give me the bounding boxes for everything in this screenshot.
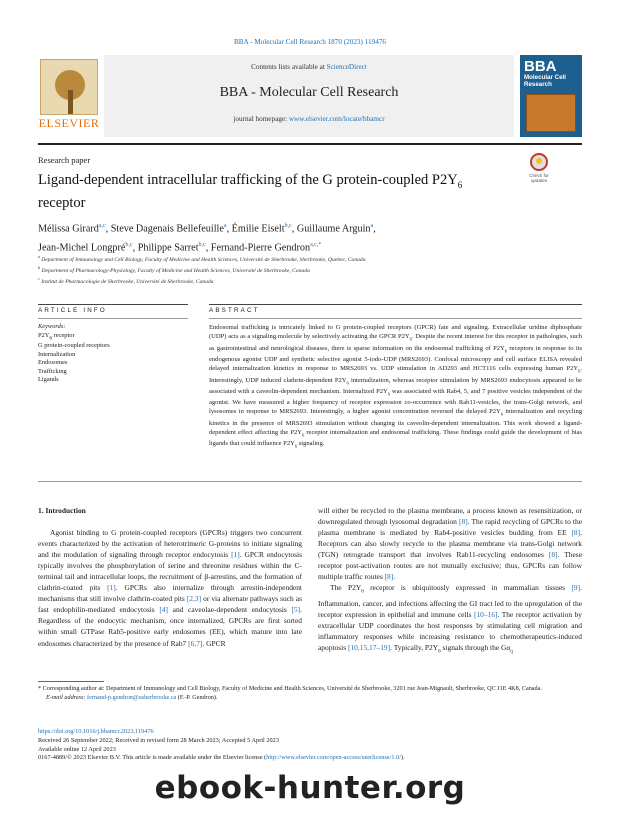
body-right-column (318, 505, 582, 658)
body-paragraph (318, 505, 582, 582)
text-run: was associated with Rab4, 5, and 7 positive vesicles independent of the agonist. We have measured a higher frequency of receptor expression co-occurrence with Rab11-vesicles, the trans-Golgi network, and lysosomes in response to MRS2693. Interestingly, a higher agonist concentration reversed the delayed P2Y (209, 387, 582, 416)
elsevier-logo[interactable] (38, 59, 100, 129)
abstract-text (209, 323, 582, 451)
author-affiliation-link[interactable]: a (370, 223, 374, 229)
watermark: ebook-hunter.org (154, 770, 466, 806)
doi-link[interactable]: https://doi.org/10.1016/j.bbamcr.2023.119476 (38, 728, 154, 735)
affiliation (38, 264, 582, 275)
license-line (38, 754, 582, 763)
footnote-email-line (38, 693, 582, 702)
homepage-link[interactable]: www.elsevier.com/locate/bbamcr (288, 115, 385, 123)
keyword-item (38, 359, 188, 368)
cover-subtitle: Molecular Cell Research (524, 74, 566, 88)
masthead-rule (38, 143, 582, 145)
elsevier-tree-icon (40, 59, 98, 115)
keyword-item (38, 368, 188, 377)
text-run: will either be recycled to the plasma membrane, a process known as resensitization, or downregulated through lysosomal degradation (318, 506, 582, 527)
keyword-item (38, 342, 188, 351)
keyword-list (38, 332, 188, 385)
author-name: Jean-Michel Longpré (38, 242, 126, 254)
article-info-heading: ARTICLE INFO (38, 307, 107, 314)
sciencedirect-link[interactable]: ScienceDirect (326, 63, 367, 71)
journal-reference[interactable]: BBA - Molecular Cell Research 1870 (2023) 119476 (233, 38, 387, 46)
subscript: 6 (500, 411, 503, 417)
author-name: Mélissa Girard (38, 223, 99, 235)
keyword-item (38, 351, 188, 360)
text-run: . These receptor post-activation routes are not mutually exclusive; thus, GPCRs can follow multiple traffic routes (318, 550, 583, 582)
elsevier-wordmark: ELSEVIER (38, 116, 100, 130)
subscript: 6 (387, 391, 390, 397)
check-for-updates-button[interactable] (522, 153, 556, 187)
cover-image (526, 94, 576, 132)
footnote-corresponding: * Corresponding author at: Department of Immunology and Cell Biology, Faculty of Medicine and Health Sciences, Université de Sherbrooke, 3201 rue Jean-Mignault, Sherbrooke, QC J1E 4K8, Canada. (38, 685, 542, 692)
text-run: . Inflammation, cancer, and infections affecting the GI tract led to the upregulation of the receptor expression in epithelial and immune cells (318, 583, 582, 619)
author-affiliation-link[interactable]: b,c (284, 223, 292, 229)
affiliation-marker: c (38, 276, 40, 282)
homepage-line (104, 115, 514, 123)
subscript: 6 (346, 379, 349, 385)
affiliation-marker: b (38, 265, 41, 271)
text-run: . GPCRs also internalize through arrestin-independent mechanisms that still involve clathrin-coated pits (38, 583, 302, 604)
journal-title: BBA - Molecular Cell Research (219, 85, 399, 100)
author-affiliation-link[interactable]: a (223, 223, 227, 229)
affiliation-text: Department of Immunology and Cell Biology, Faculty of Medicine and Health Sciences, Université de Sherbrooke, Sherbrooke, Quebec, Canada (41, 256, 366, 263)
keyword-text: P2Y (38, 331, 50, 339)
text-run: receptor is ubiquitously expressed in mammalian tissues (363, 583, 572, 593)
article-type: Research paper (38, 155, 91, 165)
received-dates: Received 26 September 2022; Received in revised form 28 March 2023; Accepted 5 April 2023 (38, 736, 279, 744)
text-run: internalization and recycling kinetics in the presence of MRS2693 stimulation without changing its caveolin-dependent internalization. This work showed a ligand-dependent effect affecting the P2Y (209, 408, 583, 437)
masthead-center (104, 55, 514, 137)
keyword-text: Ligands (38, 376, 59, 384)
keyword-text: Trafficking (38, 367, 67, 375)
abstract-rule (209, 304, 582, 305)
text-run: receptors in response to its endogenous agonist UDP and synthetic selective agonist 5-iodo-UDP (MRS2693). Confocal microscopy and cell surface ELISA revealed delayed internalization kinetics in response to MRS2693 vs. UDP stimulation in AD293 and HCT116 cells expressing human P2Y (209, 344, 583, 373)
subscript: 6 (361, 589, 364, 595)
article-title (38, 171, 498, 212)
affiliation-text: Department of Pharmacology-Physiology, Faculty of Medicine and Health Sciences, Université de Sherbrooke, Canada (41, 268, 310, 275)
keyword-text: Internalization (38, 350, 76, 358)
citation-link[interactable]: [10–16] (473, 609, 498, 619)
citation-link[interactable]: [9] (571, 583, 581, 593)
affiliation-text: Institut de Pharmacologie de Sherbrooke, Université de Sherbrooke, Canada (41, 279, 214, 286)
text-run: internalization, whereas receptor stimulation by MRS2693 endocytosis appeared to be associated with a caveolin-dependent mechanism. Internalized P2Y (209, 376, 582, 395)
affiliation (38, 275, 582, 286)
journal-cover[interactable] (520, 55, 582, 137)
author-line-2: Jean-Michel Longpré$^{b,c}$, Philippe Sarret$^{b,c}$, Fernand-Pierre Gendron$^{a,c,*}$ (38, 242, 322, 254)
citation-link[interactable]: [8] (384, 572, 394, 582)
author-name: Guillaume Arguin (296, 223, 371, 235)
affiliation-marker: a (38, 254, 40, 259)
title-text: Ligand-dependent intracellular trafficking of the G protein-coupled P2Y (38, 172, 458, 188)
keyword-suffix: receptor (52, 331, 75, 339)
text-run: The P2Y (330, 583, 362, 593)
author-name: Steve Dagenais Bellefeuille (110, 223, 224, 235)
available-online: Available online 12 April 2023 (38, 745, 116, 753)
article-metadata (38, 728, 582, 763)
subscript: 6 (409, 336, 412, 342)
corresponding-email-link[interactable]: fernand-p.gendron@usherbrooke.ca (87, 694, 177, 701)
text-run: Agonist binding to G protein-coupled receptors (GPCRs) triggers two concurrent events characterized by the activation of heterotrimeric G-proteins to initiate signaling and the modulation of signaling through receptor endocytosis (38, 528, 302, 560)
check-updates-label: Check for updates (529, 173, 549, 184)
citation-link[interactable]: [1] (107, 583, 116, 593)
journal-masthead (38, 55, 582, 137)
author-affiliation-link[interactable]: a,c (98, 223, 106, 229)
citation-link[interactable]: [8] (571, 528, 581, 538)
title-subscript: 6 (457, 179, 463, 190)
keywords-block (38, 323, 188, 385)
body-paragraph (38, 527, 302, 649)
text-run: or via alternate pathways such as fast endophilin-mediated endocytosis (38, 594, 302, 615)
text-run: . Despite the recent interest for this receptor in pathologies, such as gastrointestinal and neurological diseases, there is sparse information on the endosomal trafficking of P2Y (209, 333, 582, 352)
corresponding-footnote (38, 684, 582, 702)
text-run: . The rapid recycling of GPCRs to the plasma membrane is mediated by Rab4-positive vesicles budding from EE (318, 517, 582, 538)
subscript: 6 (504, 347, 508, 353)
license-link[interactable]: http://www.elsevier.com/open-access/userlicense/1.0/ (266, 754, 401, 762)
check-updates-icon (530, 153, 548, 171)
affiliation-list (38, 253, 582, 286)
body-paragraph (318, 582, 582, 657)
citation-link[interactable]: [2,3] (186, 594, 202, 604)
subscript: 6 (438, 649, 441, 655)
author-name: Émilie Eiselt (231, 223, 285, 235)
license-suffix: ). (400, 754, 405, 762)
body-left-column (38, 505, 302, 649)
subscript: 6 (294, 443, 298, 449)
citation-link[interactable]: [8] (548, 550, 558, 560)
author-affiliation-link[interactable]: b,c (198, 242, 206, 249)
citation-link[interactable]: [10,15,17–19] (347, 643, 391, 653)
keywords-rule (38, 318, 188, 319)
text-run: and caveolae-dependent endocytosis (168, 605, 292, 615)
abstract-bottom-rule (38, 481, 582, 482)
text-run: . (393, 572, 396, 582)
citation-link[interactable]: [1] (231, 550, 240, 560)
section-heading-introduction: 1. Introduction (38, 506, 86, 515)
text-run: . GPCR endocytosis typically involves the phosphorylation of serine and threonine residues within the C-terminal tail and intracellular loops, the recruitment of β-arrestins, and the formation of clathrin-coated pits (38, 550, 302, 593)
author-name: Philippe Sarret (137, 242, 199, 254)
cover-title: BBA (524, 58, 557, 75)
footnote-rule (38, 681, 104, 682)
text-run: receptor internalization and endosomal trafficking. These findings could guide the development of bias ligands that could influence P2Y (209, 429, 582, 448)
homepage-prefix: journal homepage: (233, 115, 289, 123)
subscript: 6 (301, 432, 305, 438)
title-suffix: receptor (38, 194, 86, 211)
affiliation (38, 253, 582, 264)
author-name: Fernand-Pierre Gendron (210, 242, 311, 254)
abstract-top-rule (209, 318, 582, 319)
citation-link[interactable]: [4] (159, 605, 169, 615)
author-affiliation-link[interactable]: b,c (125, 242, 133, 249)
keyword-subscript: 6 (49, 334, 53, 341)
subscript: 6 (578, 368, 581, 374)
license-prefix: 0167-4889/© 2023 Elsevier B.V. This article is made available under the Elsevier license ( (38, 754, 267, 762)
abstract-heading: ABSTRACT (209, 307, 260, 314)
keywords-label: Keywords: (38, 323, 66, 330)
author-affiliation-link[interactable]: a,c,* (310, 242, 322, 249)
keyword-text: G protein-coupled receptors (38, 342, 110, 350)
author-line-1: Mélissa Girard$^{a,c}$, Steve Dagenais Bellefeuille$^a$, Émilie Eiselt$^{b,c}$, Guillaume Arguin$^a$, (38, 223, 376, 235)
text-run: . The receptor activation by extracellular UDP coordinates the host responses by stimulating cell migration and inflammatory responses while increasing resistance to chemotherapeutics-induced apoptosis (318, 609, 582, 653)
text-run: signals through the Gα (440, 643, 511, 653)
text-run: Endosomal trafficking is intricately linked to G protein-coupled receptors (GPCR) fate and signaling. Extracellular uridine diphosphate (UDP) acts as a signaling molecule by selectively activating the GPCR P2Y (209, 324, 582, 341)
text-run: . Regardless of the endocytic mechanism, once internalized, GPCRs are first sorted within small GTPase Rab5-positive early endosomes (EE), which mature into late endosomes characterized by the presence of Rab7 (38, 605, 303, 648)
contents-prefix: Contents lists available at (251, 63, 327, 71)
text-run: . Typically, P2Y (390, 643, 439, 653)
keyword-text: Endosomes (38, 359, 68, 367)
keyword-item (38, 376, 188, 385)
contents-line (104, 63, 514, 71)
citation-link[interactable]: [6,7] (188, 638, 203, 648)
text-run: . Interestingly, UDP induced clathrin-dependent P2Y (209, 365, 582, 384)
author-list (38, 218, 582, 257)
citation-link[interactable]: [8] (459, 517, 468, 527)
citation-link[interactable]: [5] (291, 605, 301, 615)
subscript: q (510, 649, 513, 655)
text-run: . Receptors can also slowly recycle to the plasma membrane via trans-Golgi network (TGN) retrograde transport that involves Rab11-recycling endosomes (318, 528, 582, 560)
footnote-email-label: E-mail address: (46, 694, 88, 701)
text-run: . GPCR (202, 638, 226, 648)
article-info-rule (38, 304, 188, 305)
text-run: signaling. (297, 440, 325, 448)
footnote-email-suffix: (F.-P. Gendron). (176, 694, 218, 701)
keyword-item (38, 332, 188, 343)
